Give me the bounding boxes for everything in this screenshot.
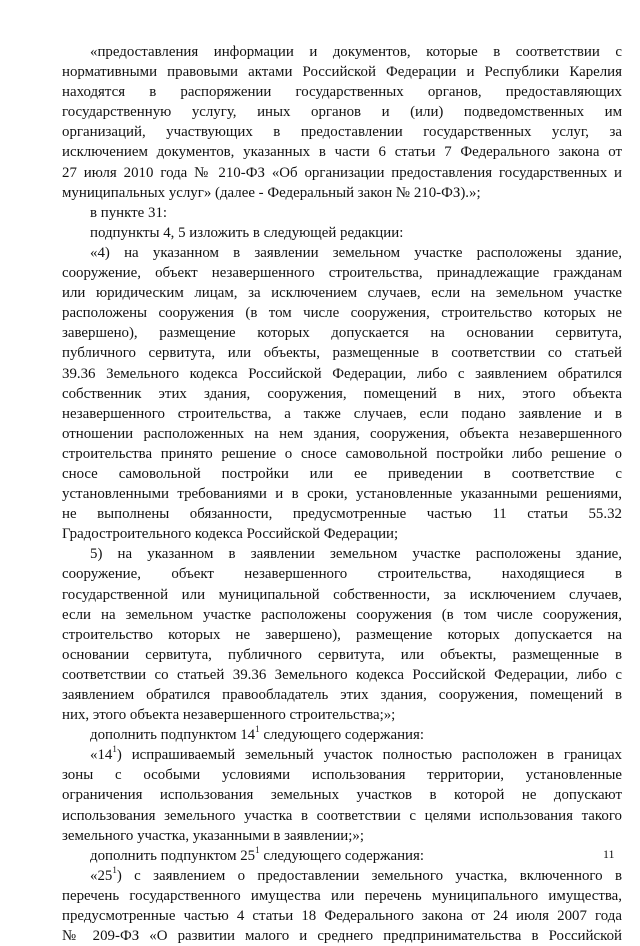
document-line: публичного сервитута, или объекты, размещенные в соответствии со статьей: [62, 345, 622, 362]
document-line: «4) на указанном в заявлении земельном участке расположены здание,: [90, 244, 622, 261]
document-line: подпункты 4, 5 изложить в следующей редакции:: [90, 224, 404, 241]
document-line: строительство которых не завершено), размещение которых допускается на: [62, 626, 622, 643]
document-line: перечень государственного имущества или перечень муниципального имущества,: [62, 887, 622, 904]
document-line: государственной или муниципальной собственности, за исключением случаев,: [62, 586, 622, 603]
document-line: сносе самовольной постройки или ее приведении в соответствие с: [62, 465, 622, 482]
document-line: 5) на указанном в заявлении земельном участке расположены здание,: [90, 546, 622, 563]
document-line: заявлением обратился правообладатель этих здания, сооружения, помещений в: [62, 687, 622, 703]
document-line: них, этого объекта незавершенного строительства;»;: [62, 707, 396, 724]
document-line: основании сервитута, публичного сервитута, или объекты, размещенные в: [62, 646, 622, 663]
document-line: 39.36 Земельного кодекса Российской Федерации, либо с заявлением обратился: [62, 365, 622, 382]
document-line: сооружение, объект незавершенного строительства, находящиеся в: [62, 566, 622, 583]
document-line: «$25^1$) с заявлением о предоставлении земельного участка, включенного в: [90, 864, 622, 884]
document-line: расположены сооружения (в том числе сооружения, строительство которых не: [62, 305, 622, 322]
document-line: зоны с особыми условиями использования территории, установленные: [62, 767, 622, 784]
document-line: Градостроительного кодекса Российской Федерации;: [62, 526, 399, 543]
document-line: № 209-ФЗ «О развитии малого и среднего предпринимательства в Российской: [62, 928, 622, 945]
document-line: исключением документов, указанных в части 6 статьи 7 Федерального закона от: [62, 144, 622, 161]
document-line: нормативными правовыми актами Российской Федерации и Республики Карелия: [62, 64, 622, 81]
document-body: [62, 42, 622, 946]
document-line: если на земельном участке расположены сооружения (в том числе сооружения,: [62, 606, 622, 623]
document-line: не выполнены обязанности, предусмотренные частью 11 статьи 55.32: [62, 506, 622, 523]
document-line: дополнить подпунктом $25^1$ следующего содержания:: [90, 844, 425, 864]
document-line: или юридическим лицам, за исключением случаев, если на земельном участке: [62, 285, 622, 302]
document-line: дополнить подпунктом $14^1$ следующего содержания:: [90, 724, 425, 744]
document-line: собственник этих здания, сооружения, помещений в них, этого объекта: [62, 385, 622, 402]
document-line: «предоставления информации и документов, которые в соответствии с: [90, 44, 622, 60]
document-line: отношении расположенных на нем здания, сооружения, объекта незавершенного: [62, 425, 622, 442]
document-line: ограничения использования земельных участков в которой не допускают: [62, 787, 622, 804]
document-line: организаций, участвующих в предоставлении государственных услуг, за: [62, 124, 622, 141]
document-line: строительства принято решение о сносе самовольной постройки либо решение о: [62, 445, 622, 462]
document-line: «$14^1$) испрашиваемый земельный участок полностью расположен в границах: [90, 744, 622, 764]
document-line: использования земельного участка в соответствии с целями использования такого: [62, 807, 622, 824]
document-line: соответствии со статьей 39.36 Земельного кодекса Российской Федерации, либо с: [62, 666, 622, 683]
document-line: предусмотренные частью 4 статьи 18 Федерального закона от 24 июля 2007 года: [62, 908, 622, 925]
document-line: муниципальных услуг» (далее - Федеральный закон № 210-ФЗ).»;: [62, 184, 481, 201]
document-line: сооружение, объект незавершенного строительства, принадлежащие гражданам: [62, 265, 622, 282]
document-line: находятся в распоряжении государственных органов, предоставляющих: [62, 84, 622, 101]
document-line: в пункте 31:: [90, 204, 168, 221]
document-line: установленными требованиями и в сроки, установленные указанными решениями,: [62, 486, 622, 503]
page-number: 11: [603, 847, 615, 861]
document-line: земельного участка, указанными в заявлении;»;: [62, 827, 364, 844]
document-line: 27 июля 2010 года № 210-ФЗ «Об организации предоставления государственных и: [62, 164, 622, 181]
document-line: завершено), размещение которых допускается на основании сервитута,: [62, 325, 622, 342]
document-line: незавершенного строительства, а также случаев, если подано заявление и в: [62, 405, 622, 422]
document-line: государственную услугу, иных органов и (или) подведомственных им: [62, 104, 622, 121]
